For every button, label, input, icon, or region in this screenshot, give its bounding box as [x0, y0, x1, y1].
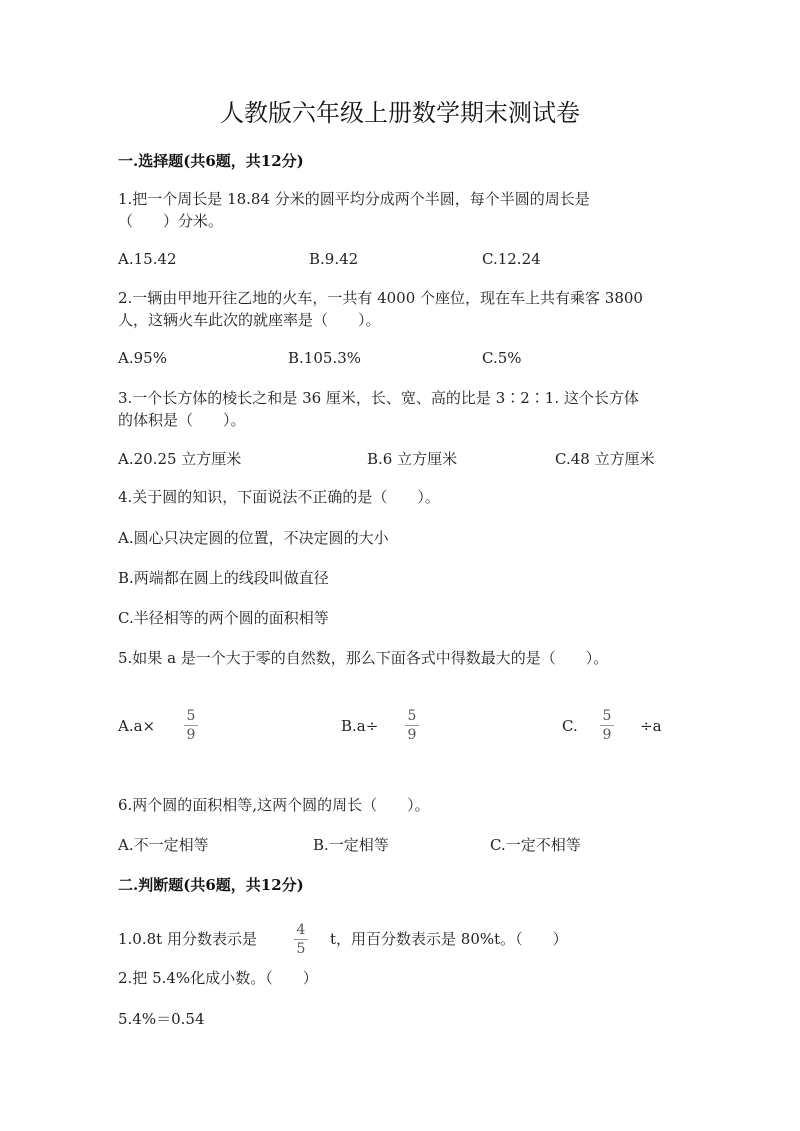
q6-option-c: C.一定不相等 — [490, 836, 581, 854]
q3-option-c: C.48 立方厘米 — [555, 450, 655, 468]
fraction-bar — [184, 725, 198, 726]
q1-stem-line1: 1.把一个周长是 18.84 分米的圆平均分成两个半圆，每个半圆的周长是 — [118, 190, 590, 208]
judge-q2-statement: 5.4%＝0.54 — [118, 1010, 205, 1028]
fraction-denominator: 5 — [296, 941, 306, 957]
q6-option-b: B.一定相等 — [313, 836, 389, 854]
q4-option-a: A.圆心只决定圆的位置，不决定圆的大小 — [118, 529, 389, 547]
q5-option-c-prefix: C. — [562, 717, 578, 735]
q1-option-b: B.9.42 — [309, 250, 359, 268]
q5-option-c-suffix: ÷a — [640, 717, 662, 735]
q5-stem: 5.如果 a 是一个大于零的自然数，那么下面各式中得数最大的是（ ）。 — [118, 649, 609, 667]
q4-stem: 4.关于圆的知识，下面说法不正确的是（ ）。 — [118, 488, 440, 506]
q5-option-c-fraction — [598, 708, 616, 743]
q1-option-a: A.15.42 — [118, 250, 177, 268]
fraction-denominator: 9 — [407, 727, 417, 743]
fraction-denominator: 9 — [602, 727, 612, 743]
fraction-numerator: 5 — [407, 708, 417, 724]
fraction-numerator: 4 — [296, 922, 306, 938]
section-heading-judgement: 二.判断题(共6题，共12分) — [118, 876, 304, 894]
judge-q1-fraction — [292, 922, 310, 957]
q2-option-b: B.105.3% — [288, 349, 361, 367]
fraction-denominator: 9 — [186, 727, 196, 743]
q5-option-a-fraction — [182, 708, 200, 743]
fraction-bar — [294, 939, 308, 940]
q2-stem-line2: 人，这辆火车此次的就座率是（ ）。 — [118, 311, 381, 329]
q3-stem-line1: 3.一个长方体的棱长之和是 36 厘米，长、宽、高的比是 3∶2∶1. 这个长方体 — [118, 389, 639, 407]
fraction-bar — [600, 725, 614, 726]
section-heading-choice: 一.选择题(共6题，共12分) — [118, 152, 304, 170]
q5-option-b-fraction — [403, 708, 421, 743]
q2-option-c: C.5% — [482, 349, 522, 367]
q4-option-b: B.两端都在圆上的线段叫做直径 — [118, 569, 329, 587]
judge-q1-suffix: t，用百分数表示是 80%t。（ ） — [330, 930, 568, 948]
q3-option-a: A.20.25 立方厘米 — [118, 450, 242, 468]
q5-option-a-prefix: A.a× — [118, 717, 156, 735]
q1-stem-line2: （ ）分米。 — [118, 212, 224, 230]
q5-option-b-prefix: B.a÷ — [341, 717, 379, 735]
q2-stem-line1: 2.一辆由甲地开往乙地的火车，一共有 4000 个座位，现在车上共有乘客 3800 — [118, 289, 643, 307]
q3-option-b: B.6 立方厘米 — [367, 450, 458, 468]
judge-q1-prefix: 1.0.8t 用分数表示是 — [118, 930, 257, 948]
fraction-bar — [405, 725, 419, 726]
q6-option-a: A.不一定相等 — [118, 836, 209, 854]
q4-option-c: C.半径相等的两个圆的面积相等 — [118, 609, 329, 627]
q2-option-a: A.95% — [118, 349, 167, 367]
fraction-numerator: 5 — [602, 708, 612, 724]
q1-option-c: C.12.24 — [482, 250, 541, 268]
q6-stem: 6.两个圆的面积相等,这两个圆的周长（ ）。 — [118, 796, 430, 814]
page-title: 人教版六年级上册数学期末测试卷 — [220, 99, 580, 127]
fraction-numerator: 5 — [186, 708, 196, 724]
q3-stem-line2: 的体积是（ ）。 — [118, 411, 246, 429]
judge-q2-stem: 2.把 5.4%化成小数。（ ） — [118, 969, 318, 987]
